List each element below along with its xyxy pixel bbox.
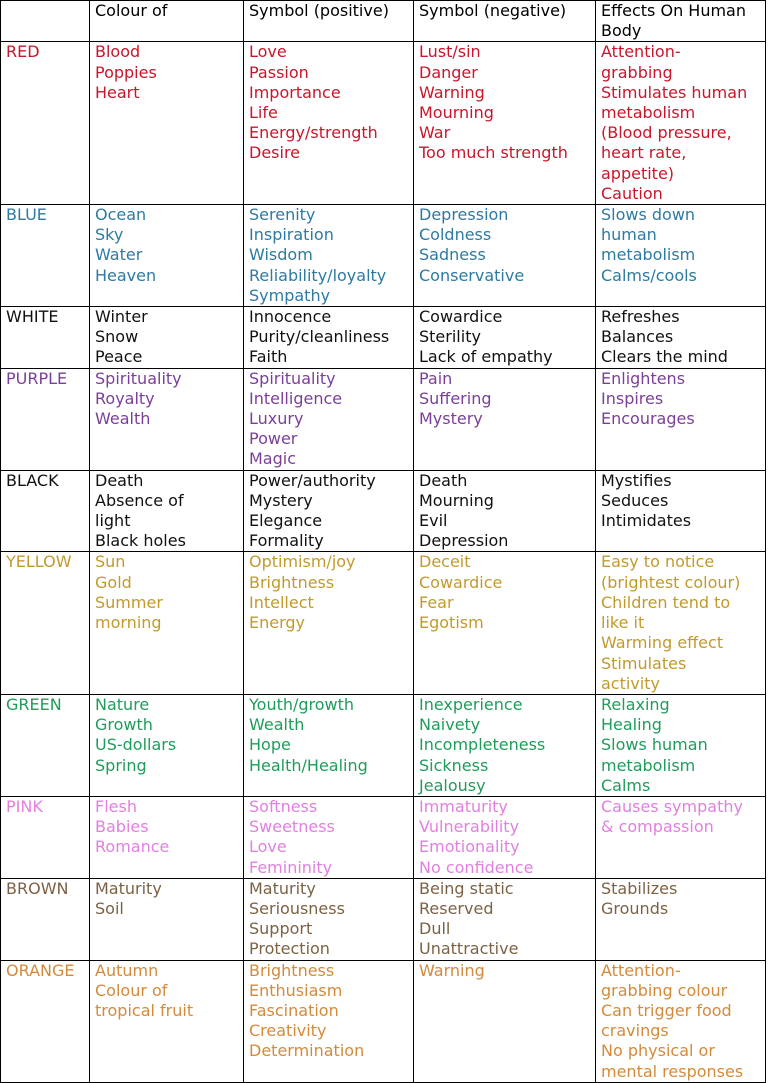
- positive-symbol-cell: [244, 960, 414, 1082]
- cell-line: Easy to notice: [601, 552, 715, 572]
- cell-line: grabbing: [601, 62, 673, 82]
- cell-line: Slows down: [601, 205, 696, 225]
- cell-line: Caution: [601, 183, 663, 203]
- effects-cell: [596, 307, 766, 369]
- cell-line: Clears the mind: [601, 347, 728, 367]
- cell-line: Lack of empathy: [419, 347, 553, 367]
- cell-line: Snow: [95, 327, 139, 347]
- negative-symbol-cell: [414, 42, 596, 205]
- negative-symbol-cell: [414, 368, 596, 470]
- cell-line: Intimidates: [601, 511, 692, 531]
- colour-name-cell: BLACK: [1, 470, 90, 552]
- cell-line: Warning: [419, 82, 485, 102]
- cell-line: Heaven: [95, 265, 157, 285]
- cell-line: Death: [95, 470, 144, 490]
- cell-line: Warming effect: [601, 633, 724, 653]
- cell-line: Faith: [249, 347, 288, 367]
- cell-line: Inspiration: [249, 225, 334, 245]
- colour-name-cell: PURPLE: [1, 368, 90, 470]
- colour-name-cell: YELLOW: [1, 552, 90, 694]
- colour-of-cell: [90, 960, 244, 1082]
- cell-line: Innocence: [249, 307, 332, 327]
- cell-line: Enlightens: [601, 368, 686, 388]
- cell-line: Sadness: [419, 245, 486, 265]
- negative-symbol-cell: [414, 796, 596, 878]
- cell-line: Power/authority: [249, 470, 376, 490]
- cell-line: Flesh: [95, 796, 137, 816]
- cell-line: Mystery: [249, 490, 313, 510]
- cell-line: mental responses: [601, 1061, 744, 1081]
- cell-line: Softness: [249, 796, 318, 816]
- cell-line: Serenity: [249, 205, 316, 225]
- cell-line: (brightest colour): [601, 572, 741, 592]
- cell-line: Absence of: [95, 490, 184, 510]
- cell-line: Luxury: [249, 409, 304, 429]
- cell-line: Poppies: [95, 62, 157, 82]
- effects-cell: [596, 694, 766, 796]
- cell-line: Calms/cools: [601, 265, 697, 285]
- colour-of-cell: [90, 368, 244, 470]
- colour-name-cell: ORANGE: [1, 960, 90, 1082]
- cell-line: Energy/strength: [249, 123, 378, 143]
- cell-line: Depression: [419, 531, 509, 551]
- effects-cell: [596, 796, 766, 878]
- cell-line: Slows human: [601, 735, 708, 755]
- cell-line: Maturity: [95, 878, 162, 898]
- cell-line: Balances: [601, 327, 674, 347]
- cell-line: Purity/cleanliness: [249, 327, 390, 347]
- cell-line: Grounds: [601, 898, 669, 918]
- cell-line: Attention-: [601, 960, 681, 980]
- colour-of-cell: [90, 307, 244, 369]
- header-cell: [1, 1, 90, 42]
- cell-line: Calms: [601, 775, 651, 795]
- cell-line: heart rate,: [601, 143, 687, 163]
- cell-line: Health/Healing: [249, 755, 368, 775]
- negative-symbol-cell: [414, 694, 596, 796]
- cell-line: Egotism: [419, 613, 484, 633]
- effects-cell: [596, 42, 766, 205]
- cell-line: Warning: [419, 960, 485, 980]
- cell-line: War: [419, 123, 451, 143]
- effects-cell: [596, 960, 766, 1082]
- colour-name-cell: GREEN: [1, 694, 90, 796]
- cell-line: Nature: [95, 694, 150, 714]
- colour-of-cell: [90, 694, 244, 796]
- cell-line: No confidence: [419, 857, 534, 877]
- cell-line: Cowardice: [419, 307, 503, 327]
- cell-line: Immaturity: [419, 796, 508, 816]
- cell-line: Wealth: [249, 715, 305, 735]
- cell-line: Determination: [249, 1041, 365, 1061]
- cell-line: Inexperience: [419, 694, 523, 714]
- cell-line: Gold: [95, 572, 132, 592]
- cell-line: Mystifies: [601, 470, 672, 490]
- cell-line: Formality: [249, 531, 324, 551]
- cell-line: Cowardice: [419, 572, 503, 592]
- cell-line: Fascination: [249, 1000, 339, 1020]
- cell-line: Pain: [419, 368, 453, 388]
- table-row: [1, 694, 766, 796]
- cell-line: Inspires: [601, 388, 664, 408]
- cell-line: Maturity: [249, 878, 316, 898]
- cell-line: Dull: [419, 919, 451, 939]
- cell-line: activity: [601, 673, 660, 693]
- cell-line: human: [601, 225, 657, 245]
- positive-symbol-cell: [244, 878, 414, 960]
- cell-line: (Blood pressure,: [601, 123, 732, 143]
- effects-cell: [596, 470, 766, 552]
- effects-cell: [596, 552, 766, 694]
- cell-line: Spring: [95, 755, 147, 775]
- negative-symbol-cell: [414, 878, 596, 960]
- cell-line: Evil: [419, 511, 448, 531]
- cell-line: Summer: [95, 592, 163, 612]
- colour-name-cell: PINK: [1, 796, 90, 878]
- cell-line: Death: [419, 470, 468, 490]
- cell-line: Love: [249, 42, 287, 62]
- cell-line: Ocean: [95, 205, 147, 225]
- cell-line: Spirituality: [95, 368, 182, 388]
- positive-symbol-cell: [244, 796, 414, 878]
- cell-line: like it: [601, 613, 645, 633]
- header-cell: Effects On Human Body: [596, 1, 766, 42]
- cell-line: Mystery: [419, 409, 483, 429]
- cell-line: tropical fruit: [95, 1000, 194, 1020]
- cell-line: Optimism/joy: [249, 552, 356, 572]
- cell-line: metabolism: [601, 103, 696, 123]
- cell-line: Stabilizes: [601, 878, 678, 898]
- cell-line: Suffering: [419, 388, 492, 408]
- cell-line: metabolism: [601, 755, 696, 775]
- colour-name-cell: BROWN: [1, 878, 90, 960]
- cell-line: Importance: [249, 82, 341, 102]
- cell-line: Babies: [95, 817, 149, 837]
- cell-line: Creativity: [249, 1021, 327, 1041]
- effects-cell: [596, 368, 766, 470]
- cell-line: Reliability/loyalty: [249, 265, 387, 285]
- cell-line: Soil: [95, 898, 124, 918]
- positive-symbol-cell: [244, 307, 414, 369]
- table-row: [1, 205, 766, 307]
- cell-line: Sterility: [419, 327, 481, 347]
- cell-line: Magic: [249, 449, 297, 469]
- cell-line: Coldness: [419, 225, 492, 245]
- cell-line: Growth: [95, 715, 153, 735]
- colour-name-cell: RED: [1, 42, 90, 205]
- cell-line: Children tend to: [601, 592, 731, 612]
- table-row: [1, 878, 766, 960]
- cell-line: Sympathy: [249, 285, 331, 305]
- cell-line: Jealousy: [419, 775, 486, 795]
- cell-line: US-dollars: [95, 735, 177, 755]
- colour-name-cell: WHITE: [1, 307, 90, 369]
- negative-symbol-cell: [414, 552, 596, 694]
- cell-line: Desire: [249, 143, 301, 163]
- cell-line: Being static: [419, 878, 514, 898]
- positive-symbol-cell: [244, 694, 414, 796]
- cell-line: Femininity: [249, 857, 333, 877]
- cell-line: Incompleteness: [419, 735, 546, 755]
- negative-symbol-cell: [414, 470, 596, 552]
- cell-line: Wisdom: [249, 245, 313, 265]
- cell-line: Love: [249, 837, 287, 857]
- cell-line: Naivety: [419, 715, 481, 735]
- cell-line: grabbing colour: [601, 980, 728, 1000]
- colour-of-cell: [90, 878, 244, 960]
- table-row: [1, 960, 766, 1082]
- colour-name-cell: BLUE: [1, 205, 90, 307]
- cell-line: morning: [95, 613, 162, 633]
- cell-line: Intelligence: [249, 388, 343, 408]
- negative-symbol-cell: [414, 307, 596, 369]
- cell-line: Protection: [249, 939, 330, 959]
- cell-line: Hope: [249, 735, 291, 755]
- cell-line: Refreshes: [601, 307, 680, 327]
- cell-line: Passion: [249, 62, 309, 82]
- cell-line: Sweetness: [249, 817, 335, 837]
- colour-of-cell: [90, 42, 244, 205]
- cell-line: metabolism: [601, 245, 696, 265]
- cell-line: Winter: [95, 307, 148, 327]
- cell-line: Deceit: [419, 552, 471, 572]
- cell-line: Elegance: [249, 511, 323, 531]
- cell-line: Colour of: [95, 980, 168, 1000]
- table-row: [1, 470, 766, 552]
- header-cell: Symbol (positive): [244, 1, 414, 42]
- cell-line: Unattractive: [419, 939, 519, 959]
- colour-of-cell: [90, 205, 244, 307]
- cell-line: Water: [95, 245, 143, 265]
- cell-line: Sky: [95, 225, 124, 245]
- positive-symbol-cell: [244, 552, 414, 694]
- colour-of-cell: [90, 470, 244, 552]
- cell-line: Black holes: [95, 531, 186, 551]
- positive-symbol-cell: [244, 205, 414, 307]
- cell-line: Healing: [601, 715, 662, 735]
- cell-line: Power: [249, 429, 298, 449]
- cell-line: Seriousness: [249, 898, 345, 918]
- cell-line: Depression: [419, 205, 509, 225]
- table-row: [1, 42, 766, 205]
- cell-line: Causes sympathy: [601, 796, 743, 816]
- cell-line: Blood: [95, 42, 141, 62]
- cell-line: Intellect: [249, 592, 314, 612]
- effects-cell: [596, 205, 766, 307]
- colour-of-cell: [90, 796, 244, 878]
- table-row: [1, 307, 766, 369]
- cell-line: No physical or: [601, 1041, 715, 1061]
- cell-line: Stimulates: [601, 653, 687, 673]
- cell-line: Danger: [419, 62, 478, 82]
- cell-line: Too much strength: [419, 143, 568, 163]
- cell-line: Conservative: [419, 265, 525, 285]
- cell-line: Can trigger food: [601, 1000, 732, 1020]
- cell-line: Romance: [95, 837, 170, 857]
- cell-line: Wealth: [95, 409, 151, 429]
- negative-symbol-cell: [414, 205, 596, 307]
- cell-line: Mourning: [419, 103, 494, 123]
- cell-line: appetite): [601, 163, 675, 183]
- positive-symbol-cell: [244, 470, 414, 552]
- cell-line: Brightness: [249, 572, 335, 592]
- cell-line: Brightness: [249, 960, 335, 980]
- cell-line: Encourages: [601, 409, 695, 429]
- cell-line: light: [95, 511, 131, 531]
- cell-line: cravings: [601, 1021, 669, 1041]
- cell-line: Sickness: [419, 755, 489, 775]
- table-row: [1, 552, 766, 694]
- effects-cell: [596, 878, 766, 960]
- cell-line: Seduces: [601, 490, 669, 510]
- negative-symbol-cell: [414, 960, 596, 1082]
- cell-line: Sun: [95, 552, 126, 572]
- cell-line: Life: [249, 103, 278, 123]
- cell-line: Enthusiasm: [249, 980, 343, 1000]
- cell-line: Energy: [249, 613, 306, 633]
- table-row: [1, 368, 766, 470]
- header-cell: Symbol (negative): [414, 1, 596, 42]
- cell-line: Reserved: [419, 898, 494, 918]
- header-row: [1, 1, 766, 42]
- cell-line: Support: [249, 919, 313, 939]
- cell-line: Relaxing: [601, 694, 670, 714]
- cell-line: Youth/growth: [249, 694, 355, 714]
- cell-line: Stimulates human: [601, 82, 748, 102]
- table-row: [1, 796, 766, 878]
- cell-line: Emotionality: [419, 837, 520, 857]
- cell-line: Mourning: [419, 490, 494, 510]
- positive-symbol-cell: [244, 42, 414, 205]
- cell-line: Peace: [95, 347, 143, 367]
- header-cell: Colour of: [90, 1, 244, 42]
- cell-line: Spirituality: [249, 368, 336, 388]
- cell-line: Lust/sin: [419, 42, 481, 62]
- cell-line: Vulnerability: [419, 817, 520, 837]
- cell-line: Fear: [419, 592, 454, 612]
- positive-symbol-cell: [244, 368, 414, 470]
- cell-line: Autumn: [95, 960, 159, 980]
- colour-of-cell: [90, 552, 244, 694]
- cell-line: & compassion: [601, 817, 714, 837]
- cell-line: Royalty: [95, 388, 155, 408]
- cell-line: Heart: [95, 82, 140, 102]
- cell-line: Attention-: [601, 42, 681, 62]
